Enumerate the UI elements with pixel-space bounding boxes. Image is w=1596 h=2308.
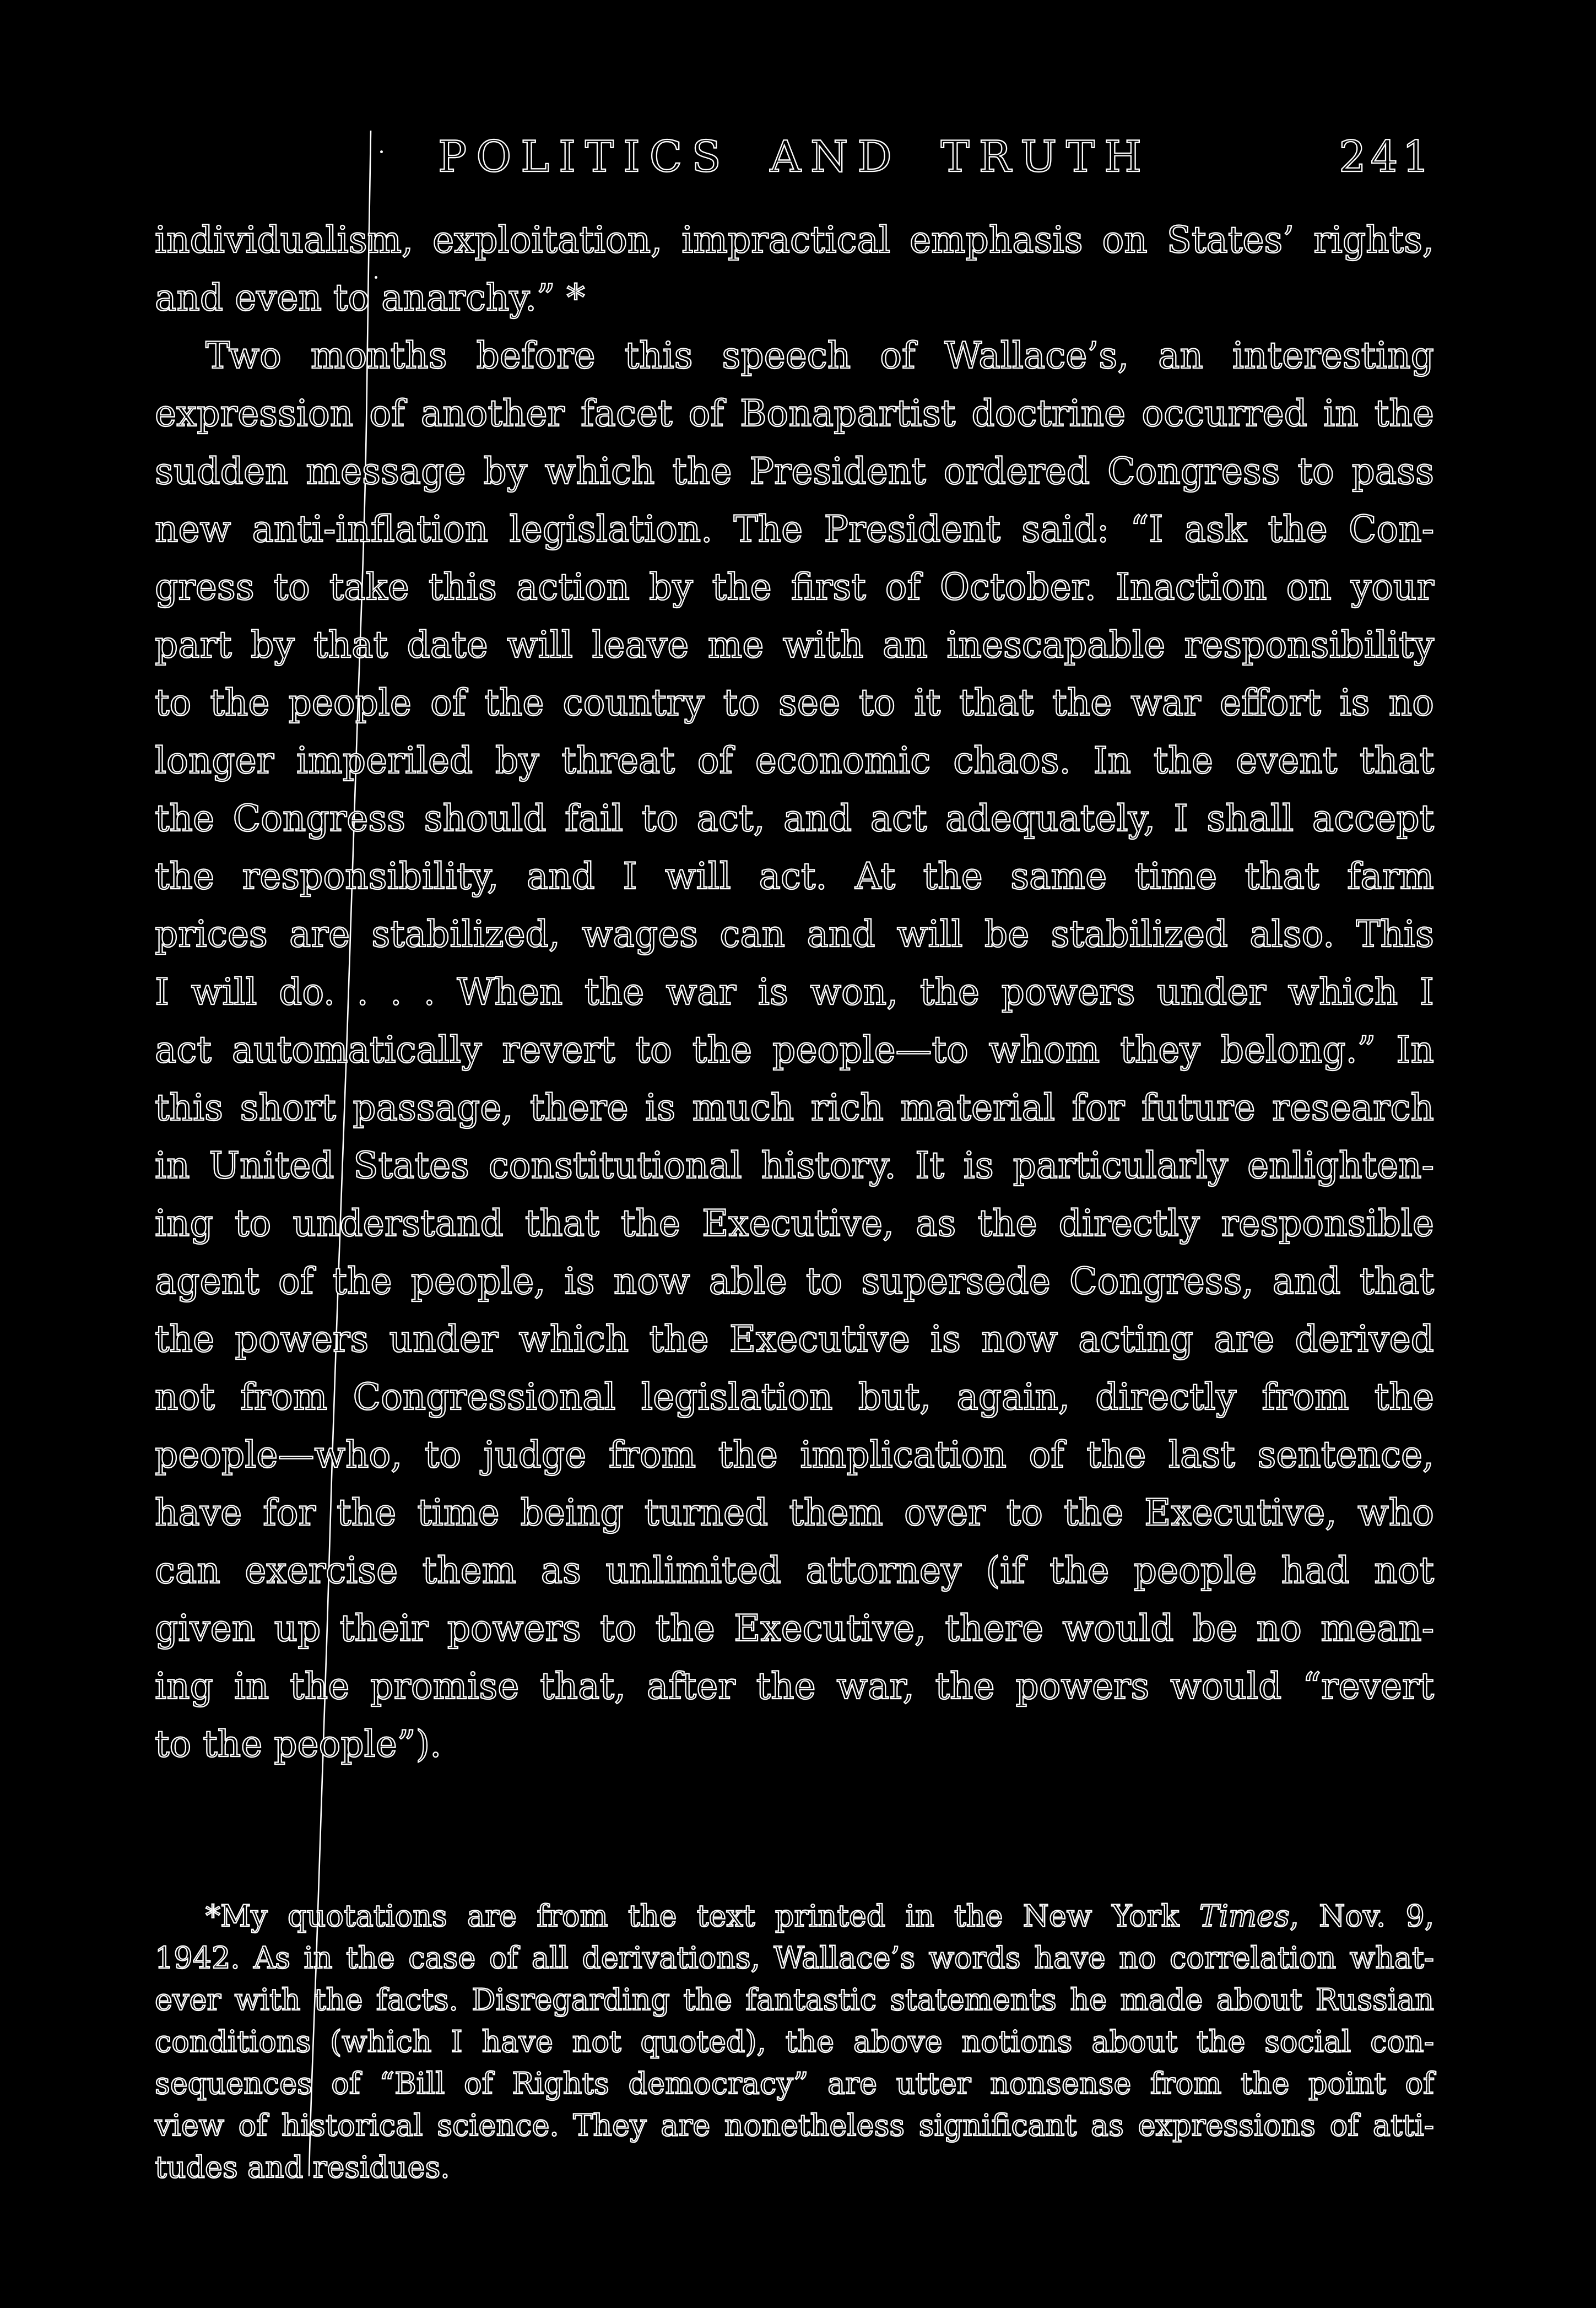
footnote-text: , Nov. 9, (1289, 1899, 1434, 1933)
footnote-line: ever with the facts. Disregarding the fantastic statements he made about Russian (155, 1982, 1434, 2017)
text-line: expression of another facet of Bonapartist doctrine occurred in the (155, 392, 1434, 435)
text-line: act automatically revert to the people—to whom they belong.” In (155, 1029, 1434, 1071)
text-line: individualism, exploitation, impractical emphasis on States’ rights, (155, 219, 1434, 261)
page-header (155, 132, 1434, 198)
footnote-line: tudes and residues. (155, 2150, 450, 2185)
text-line: the responsibility, and I will act. At the same time that farm (155, 855, 1434, 898)
text-line: in United States constitutional history. It is particularly enlighten- (155, 1144, 1434, 1187)
text-line: and even to anarchy.” * (155, 277, 585, 319)
text-line: I will do. . . . When the war is won, the powers under which I (155, 971, 1434, 1013)
running-title: POLITICS AND TRUTH (437, 132, 1151, 182)
text-line: new anti-inflation legislation. The President said: “I ask the Con- (155, 508, 1434, 550)
text-line: to the people of the country to see to it that the war effort is no (155, 682, 1434, 724)
footnote-line (155, 1895, 1434, 1937)
text-line: longer imperiled by threat of economic chaos. In the event that (155, 739, 1434, 782)
text-line: the powers under which the Executive is now acting are derived (155, 1318, 1434, 1360)
text-line: prices are stabilized, wages can and will be stabilized also. This (155, 913, 1434, 955)
body-text (155, 211, 1434, 1773)
text-line: gress to take this action by the first of October. Inaction on your (155, 566, 1434, 608)
text-line: ing in the promise that, after the war, the powers would “revert (155, 1665, 1434, 1707)
text-line: sudden message by which the President ordered Congress to pass (155, 450, 1434, 493)
text-line: given up their powers to the Executive, there would be no mean- (155, 1607, 1434, 1650)
footnote-italic-times: Times (1199, 1899, 1290, 1933)
text-line: agent of the people, is now able to supersede Congress, and that (155, 1260, 1434, 1302)
text-line: the Congress should fail to act, and act adequately, I shall accept (155, 797, 1434, 840)
text-line: have for the time being turned them over to the Executive, who (155, 1491, 1434, 1534)
page-number: 241 (1339, 132, 1434, 182)
text-line: people—who, to judge from the implication of the last sentence, (155, 1434, 1434, 1476)
footnote-line: view of historical science. They are nonetheless significant as expressions of atti- (155, 2108, 1434, 2143)
footnote-text: *My quotations are from the text printed in the New York (205, 1899, 1199, 1933)
text-line: part by that date will leave me with an inescapable responsibility (155, 624, 1434, 666)
footnote-line: conditions (which I have not quoted), the above notions about the social con- (155, 2024, 1434, 2059)
text-line: can exercise them as unlimited attorney (if the people had not (155, 1549, 1434, 1592)
footnote-line: sequences of “Bill of Rights democracy” are utter nonsense from the point of (155, 2066, 1434, 2101)
text-line: to the people”). (155, 1723, 442, 1765)
text-line: ing to understand that the Executive, as the directly responsible (155, 1202, 1434, 1245)
footnote-line: 1942. As in the case of all derivations, Wallace’s words have no correlation what- (155, 1941, 1434, 1975)
footnote (155, 1895, 1434, 2188)
text-line: this short passage, there is much rich material for future research (155, 1087, 1434, 1129)
text-line: not from Congressional legislation but, again, directly from the (155, 1376, 1434, 1418)
text-line: Two months before this speech of Wallace’s, an interesting (205, 334, 1434, 377)
